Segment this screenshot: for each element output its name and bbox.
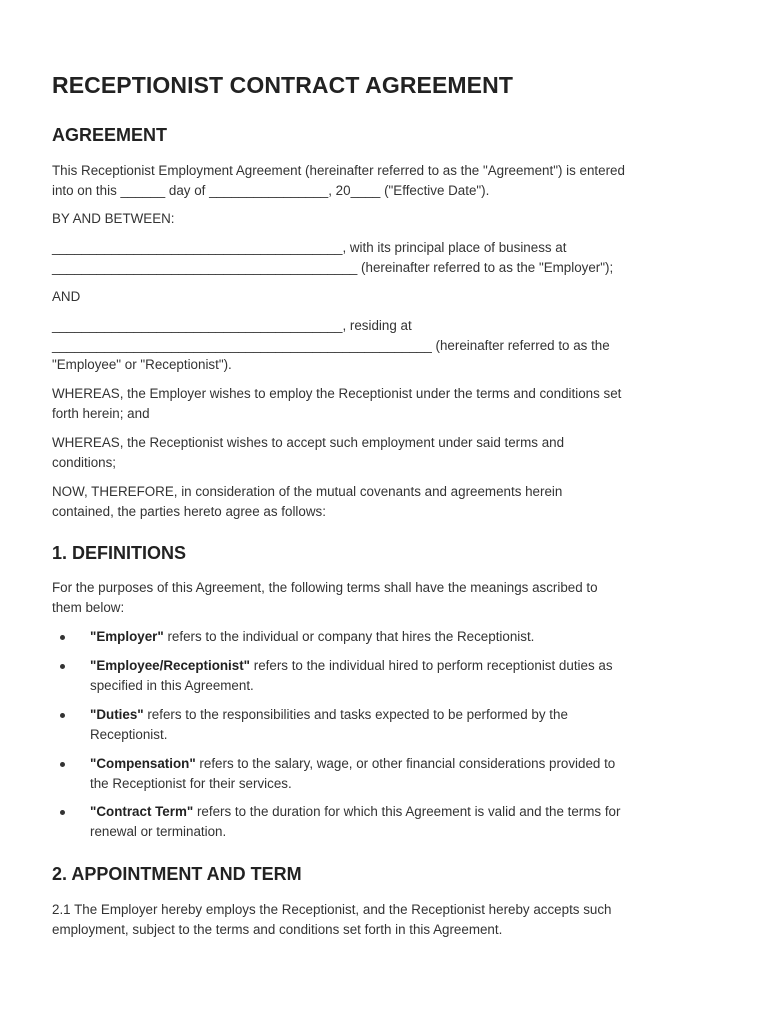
appointment-heading: 2. APPOINTMENT AND TERM (52, 864, 302, 884)
whereas-1-line-2: forth herein; and (52, 405, 150, 421)
definition-desc-line-1: refers to the responsibilities and tasks expected to be performed by the (143, 707, 568, 722)
appointment-line-2: employment, subject to the terms and conditions set forth in this Agreement. (52, 921, 503, 937)
definition-term: "Employer" (90, 629, 164, 644)
agreement-heading: AGREEMENT (52, 125, 168, 145)
definition-desc-line-1: refers to the salary, wage, or other financial considerations provided to (195, 756, 616, 771)
employee-paragraph (52, 316, 724, 375)
definition-text (90, 656, 710, 695)
definition-desc-line-2: Receptionist. (90, 726, 168, 742)
whereas-2-line-2: conditions; (52, 454, 117, 470)
now-therefore-line-2: contained, the parties hereto agree as follows: (52, 503, 326, 519)
appointment-paragraph-2-1 (52, 900, 724, 939)
definition-text (90, 754, 710, 793)
definition-term: "Compensation" (90, 756, 196, 771)
bullet-icon (60, 713, 65, 718)
bullet-icon (60, 635, 65, 640)
definition-desc-line-2: renewal or termination. (90, 823, 227, 839)
definition-desc-line-1: refers to the duration for which this Agreement is valid and the terms for (193, 804, 621, 819)
definition-desc-line-2: specified in this Agreement. (90, 677, 254, 693)
bullet-icon (60, 664, 65, 669)
definition-term: "Employee/Receptionist" (90, 658, 251, 673)
definitions-intro-line-1: For the purposes of this Agreement, the following terms shall have the meanings ascribed to (52, 580, 598, 595)
document-title: RECEPTIONIST CONTRACT AGREEMENT (52, 72, 513, 98)
definitions-intro-line-2: them below: (52, 599, 125, 615)
by-and-between: BY AND BETWEEN: (52, 211, 175, 226)
intro-paragraph (52, 161, 724, 200)
and-label: AND (52, 289, 81, 304)
definition-text (90, 705, 710, 744)
whereas-paragraph-2 (52, 433, 724, 472)
employee-line-2: ___________________________________________________ (hereinafter referred to as the (52, 337, 610, 353)
definition-term: "Contract Term" (90, 804, 194, 819)
bullet-icon (60, 762, 65, 767)
intro-line-1: This Receptionist Employment Agreement (hereinafter referred to as the "Agreement") is entered (52, 163, 625, 178)
employee-line-3: "Employee" or "Receptionist"). (52, 357, 232, 372)
intro-line-2: into on this ______ day of ________________, 20____ ("Effective Date"). (52, 182, 490, 198)
appointment-line-1: 2.1 The Employer hereby employs the Receptionist, and the Receptionist hereby accepts such (52, 902, 612, 917)
whereas-1-line-1: WHEREAS, the Employer wishes to employ the Receptionist under the terms and conditions set (52, 386, 622, 401)
now-therefore-line-1: NOW, THEREFORE, in consideration of the mutual covenants and agreements herein (52, 484, 563, 499)
now-therefore-paragraph (52, 482, 724, 521)
definition-desc-line-1: refers to the individual or company that hires the Receptionist. (163, 629, 535, 644)
definition-text (90, 802, 710, 841)
employer-line-2: _________________________________________ (hereinafter referred to as the "Employer"); (52, 259, 614, 275)
bullet-icon (60, 810, 65, 815)
definition-desc-line-1: refers to the individual hired to perform receptionist duties as (250, 658, 613, 673)
definition-desc-line-2: the Receptionist for their services. (90, 775, 292, 791)
definitions-heading: 1. DEFINITIONS (52, 543, 187, 563)
definition-text (90, 627, 710, 647)
whereas-2-line-1: WHEREAS, the Receptionist wishes to accept such employment under said terms and (52, 435, 565, 450)
employee-line-1: _______________________________________, residing at (52, 318, 412, 333)
employer-line-1: _______________________________________, with its principal place of business at (52, 240, 567, 255)
definition-term: "Duties" (90, 707, 144, 722)
definitions-intro (52, 578, 724, 617)
whereas-paragraph-1 (52, 384, 724, 423)
employer-paragraph (52, 238, 724, 277)
